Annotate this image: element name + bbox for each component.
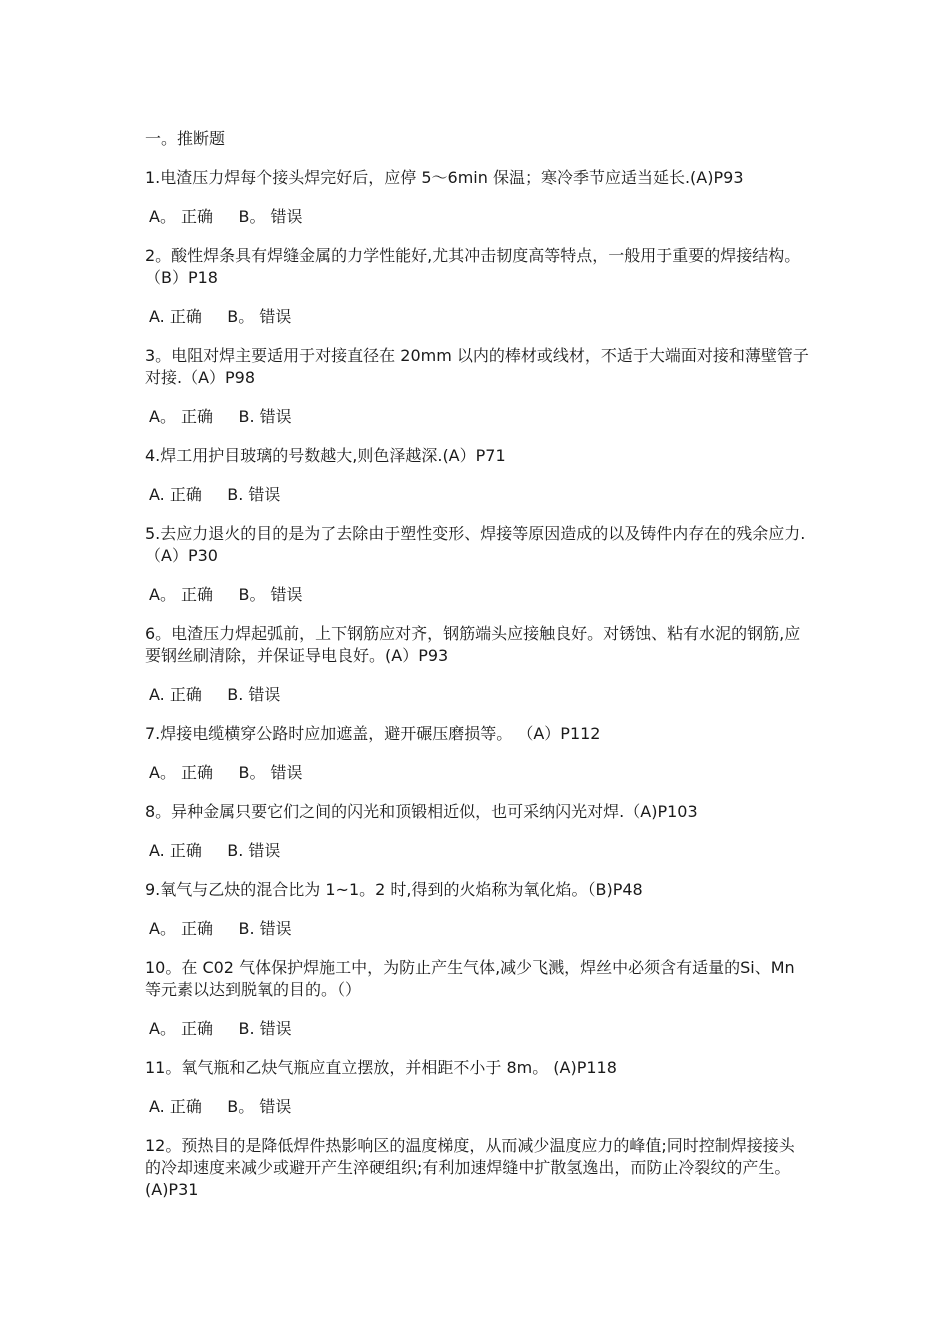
question-7: 7.焊接电缆横穿公路时应加遮盖，避开碾压磨损等。 （A）P112 — [145, 724, 601, 743]
question-1: 1.电渣压力焊每个接头焊完好后，应停 5～6min 保温；寒冷季节应适当延长.(A)P93 — [145, 168, 744, 187]
options-5: A。 正确 B。 错误 — [149, 585, 303, 604]
options-11: A. 正确 B。 错误 — [149, 1097, 292, 1116]
question-list — [145, 128, 810, 1218]
options-6: A. 正确 B. 错误 — [149, 685, 281, 704]
question-11: 11。氧气瓶和乙炔气瓶应直立摆放，并相距不小于 8m。 (A)P118 — [145, 1058, 617, 1077]
question-8: 8。异种金属只要它们之间的闪光和顶锻相近似，也可采纳闪光对焊.（A)P103 — [145, 802, 698, 821]
question-3: 3。电阻对焊主要适用于对接直径在 20mm 以内的棒材或线材，不适于大端面对接和薄壁管子对接.（A）P98 — [145, 346, 809, 387]
options-7: A。 正确 B。 错误 — [149, 763, 303, 782]
options-2: A. 正确 B。 错误 — [149, 307, 292, 326]
question-4: 4.焊工用护目玻璃的号数越大,则色泽越深.(A）P71 — [145, 446, 506, 465]
options-1: A。 正确 B。 错误 — [149, 207, 303, 226]
question-10: 10。在 C02 气体保护焊施工中，为防止产生气体,减少飞溅，焊丝中必须含有适量的Si、Mn 等元素以达到脱氧的目的。（） — [145, 958, 795, 999]
options-10: A。 正确 B. 错误 — [149, 1019, 292, 1038]
question-2: 2。酸性焊条具有焊缝金属的力学性能好,尤其冲击韧度高等特点，一般用于重要的焊接结构。（B）P18 — [145, 246, 801, 287]
options-4: A. 正确 B. 错误 — [149, 485, 281, 504]
options-8: A. 正确 B. 错误 — [149, 841, 281, 860]
options-9: A。 正确 B. 错误 — [149, 919, 292, 938]
options-3: A。 正确 B. 错误 — [149, 407, 292, 426]
question-9: 9.氧气与乙炔的混合比为 1~1。2 时,得到的火焰称为氧化焰。（B)P48 — [145, 880, 643, 899]
question-6: 6。电渣压力焊起弧前，上下钢筋应对齐，钢筋端头应接触良好。对锈蚀、粘有水泥的钢筋,应要钢丝刷清除，并保证导电良好。(A）P93 — [145, 624, 801, 665]
question-5: 5.去应力退火的目的是为了去除由于塑性变形、焊接等原因造成的以及铸件内存在的残余应力.（A）P30 — [145, 524, 806, 565]
section-title: 一。推断题 — [145, 129, 226, 148]
question-12: 12。预热目的是降低焊件热影响区的温度梯度，从而减少温度应力的峰值;同时控制焊接接头的冷却速度来减少或避开产生淬硬组织;有利加速焊缝中扩散氢逸出，而防止冷裂纹的产生。(A)P31 — [145, 1136, 795, 1199]
